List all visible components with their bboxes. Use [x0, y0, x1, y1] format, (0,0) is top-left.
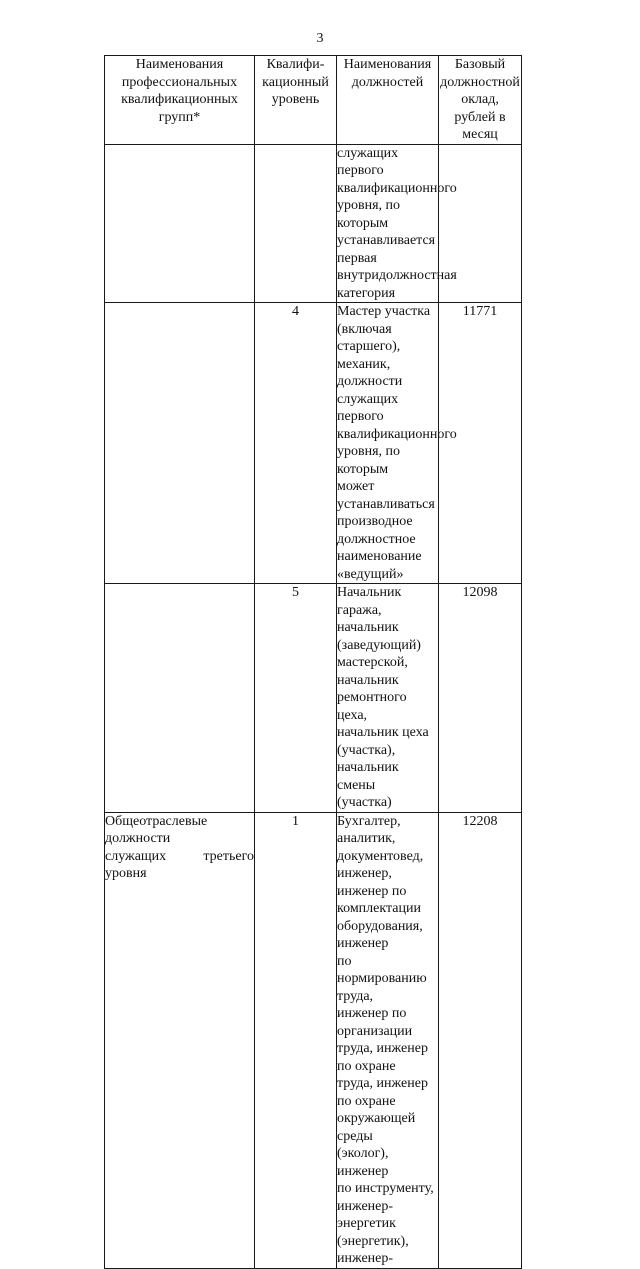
group-name-word: третьего — [203, 848, 254, 864]
salary-cell: 12208 — [439, 812, 522, 1268]
level-cell: 4 — [255, 303, 337, 584]
group-cell — [105, 144, 255, 303]
level-cell — [255, 144, 337, 303]
table-row — [105, 303, 522, 584]
salary-table — [104, 55, 522, 1269]
header-group-name: Наименования профессиональных квалификационных групп* — [105, 56, 255, 145]
table-header-row — [105, 56, 522, 145]
group-name-line: Общеотраслевые — [105, 813, 208, 829]
group-name-line: уровня — [105, 866, 147, 881]
salary-cell: 11771 — [439, 303, 522, 584]
group-name-justified-line — [105, 848, 254, 866]
group-name-word: служащих — [105, 848, 167, 864]
header-qualification-level: Квалифи-кационный уровень — [255, 56, 337, 145]
group-cell — [105, 303, 255, 584]
level-cell: 1 — [255, 812, 337, 1268]
level-cell: 5 — [255, 584, 337, 813]
table-row — [105, 144, 522, 303]
header-position-name: Наименования должностей — [337, 56, 439, 145]
position-cell: Бухгалтер, аналитик, документовед, инженер, инженер по комплектации оборудования, инженер по нормированию труда, инженер по организации труда, инженер по охране труда, инженер по охране окружающей среды (эколог), инженер по инструменту, инженер-энергетик (энергетик), инженер- — [337, 812, 439, 1268]
group-cell — [105, 812, 255, 1268]
table-row — [105, 812, 522, 1268]
group-cell — [105, 584, 255, 813]
page-number: 3 — [316, 31, 324, 46]
position-cell: служащих первого квалификационного уровня, по которым устанавливается первая внутридолжностная категория — [337, 145, 457, 301]
table-row — [105, 584, 522, 813]
salary-cell: 12098 — [439, 584, 522, 813]
group-name-line: должности — [105, 831, 171, 846]
position-cell: Начальник гаража, начальник (заведующий) мастерской, начальник ремонтного цеха, начальник цеха (участка), начальник смены (участка) — [337, 584, 439, 813]
position-cell: Мастер участка (включая старшего), механик, должности служащих первого квалификационного уровня, по которым может устанавливаться производное должностное наименование «ведущий» — [337, 304, 457, 582]
header-base-salary: Базовый должностной оклад, рублей в месяц — [440, 57, 520, 142]
